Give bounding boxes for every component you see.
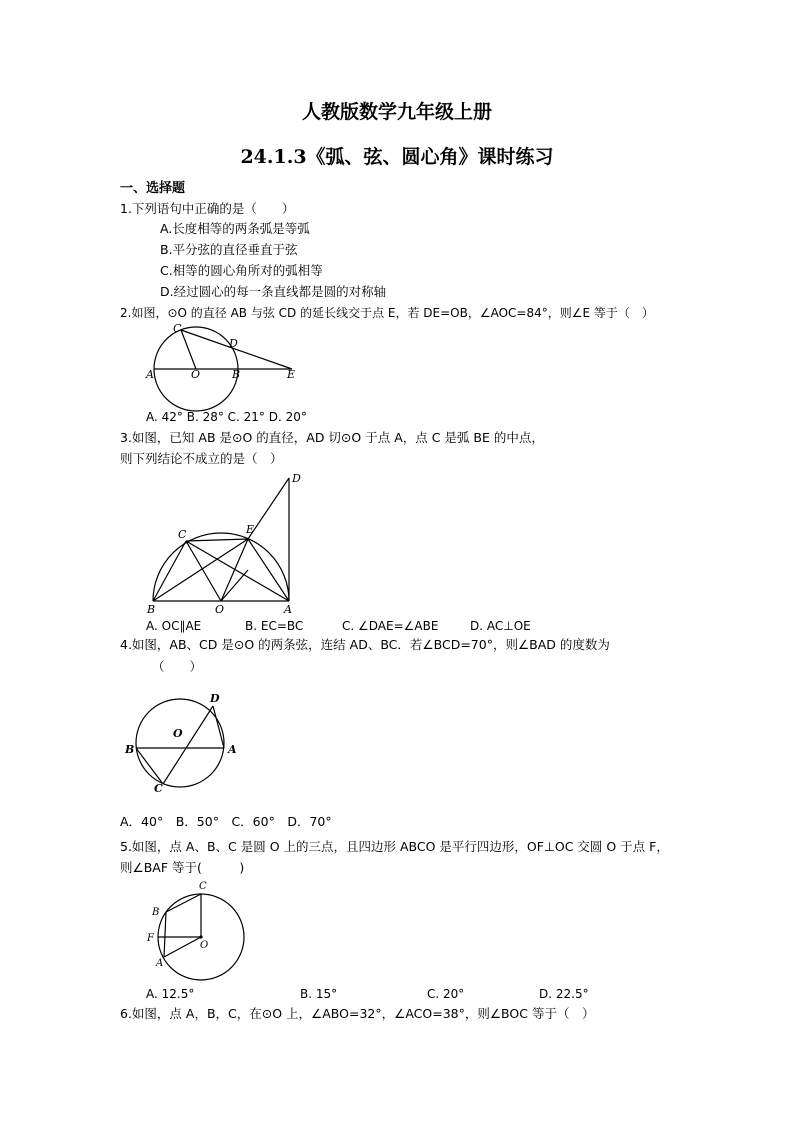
- q4-options: A．40° B．50° C．60° D．70°: [120, 814, 332, 829]
- q2-label-e: E: [287, 368, 296, 381]
- q4-label-d: D: [210, 692, 220, 705]
- q5-option-d: D. 22.5°: [539, 987, 589, 1001]
- q4-label-c: C: [154, 782, 163, 795]
- q2-circle-figure: [140, 320, 305, 405]
- q3-semicircle-figure: [140, 470, 315, 620]
- question-5-stem-line-2: 则∠BAF 等于( ): [120, 860, 245, 875]
- q2-label-c: C: [173, 322, 182, 335]
- q3-option-a: A. OC∥AE: [146, 619, 202, 633]
- q3-label-o: O: [215, 603, 225, 616]
- q1-option-c: C.相等的圆心角所对的弧相等: [160, 263, 323, 278]
- q3-option-b: B. EC=BC: [245, 619, 304, 633]
- q1-option-b: B.平分弦的直径垂直于弦: [160, 242, 298, 257]
- q3-label-c: C: [178, 528, 187, 541]
- q2-label-b: B: [232, 368, 241, 381]
- q4-circle-figure: [120, 690, 245, 795]
- question-4-stem-line-2: （ ）: [152, 659, 203, 674]
- q2-label-a: A: [146, 368, 154, 381]
- q5-circle-figure: [145, 878, 250, 988]
- q3-option-d: D. AC⊥OE: [470, 619, 531, 633]
- question-2-stem: 2.如图，⊙O 的直径 AB 与弦 CD 的延长线交于点 E，若 DE=OB，∠AOC=84°，则∠E 等于（ ）: [120, 306, 654, 320]
- q3-label-e: E: [246, 523, 255, 536]
- question-3-stem-line-1: 3.如图，已知 AB 是⊙O 的直径，AD 切⊙O 于点 A，点 C 是弧 BE 的中点，: [120, 430, 544, 445]
- page-title: 人教版数学九年级上册: [301, 101, 492, 123]
- q1-option-d: D.经过圆心的每一条直线都是圆的对称轴: [160, 284, 387, 299]
- question-6-stem: 6.如图，点 A，B，C，在⊙O 上，∠ABO=32°，∠ACO=38°，则∠BOC 等于（ ）: [120, 1006, 595, 1021]
- q3-option-c: C. ∠DAE=∠ABE: [342, 619, 439, 633]
- q2-options: A. 42° B. 28° C. 21° D. 20°: [146, 410, 307, 424]
- q3-label-a: A: [284, 603, 292, 616]
- q4-label-a: A: [228, 743, 237, 756]
- q5-label-a: A: [156, 958, 164, 969]
- section-heading: 一、选择题: [120, 181, 186, 196]
- question-1-stem: 1.下列语句中正确的是（ ）: [120, 201, 295, 216]
- q3-label-d: D: [292, 472, 301, 485]
- q5-label-o: O: [200, 940, 209, 951]
- q3-label-b: B: [147, 603, 156, 616]
- question-3-stem-line-2: 则下列结论不成立的是（ ）: [120, 451, 283, 466]
- q4-label-b: B: [125, 743, 135, 756]
- q5-option-c: C. 20°: [427, 987, 465, 1001]
- q2-label-o: O: [191, 368, 201, 381]
- q5-option-b: B. 15°: [300, 987, 338, 1001]
- page-subtitle: 24.1.3《弧、弦、圆心角》课时练习: [240, 146, 554, 168]
- question-5-stem-line-1: 5.如图，点 A、B、C 是圆 O 上的三点，且四边形 ABCO 是平行四边形，OF⊥OC 交圆 O 于点 F，: [120, 839, 669, 854]
- q5-label-f: F: [147, 933, 154, 944]
- q2-label-d: D: [229, 337, 238, 350]
- q4-label-o: O: [173, 727, 183, 740]
- question-4-stem-line-1: 4.如图，AB、CD 是⊙O 的两条弦，连结 AD、BC．若∠BCD=70°，则∠BAD 的度数为: [120, 637, 610, 652]
- q1-option-a: A.长度相等的两条弧是等弧: [160, 221, 310, 236]
- q5-label-b: B: [152, 907, 160, 918]
- q5-label-c: C: [199, 881, 207, 892]
- q5-option-a: A. 12.5°: [146, 987, 195, 1001]
